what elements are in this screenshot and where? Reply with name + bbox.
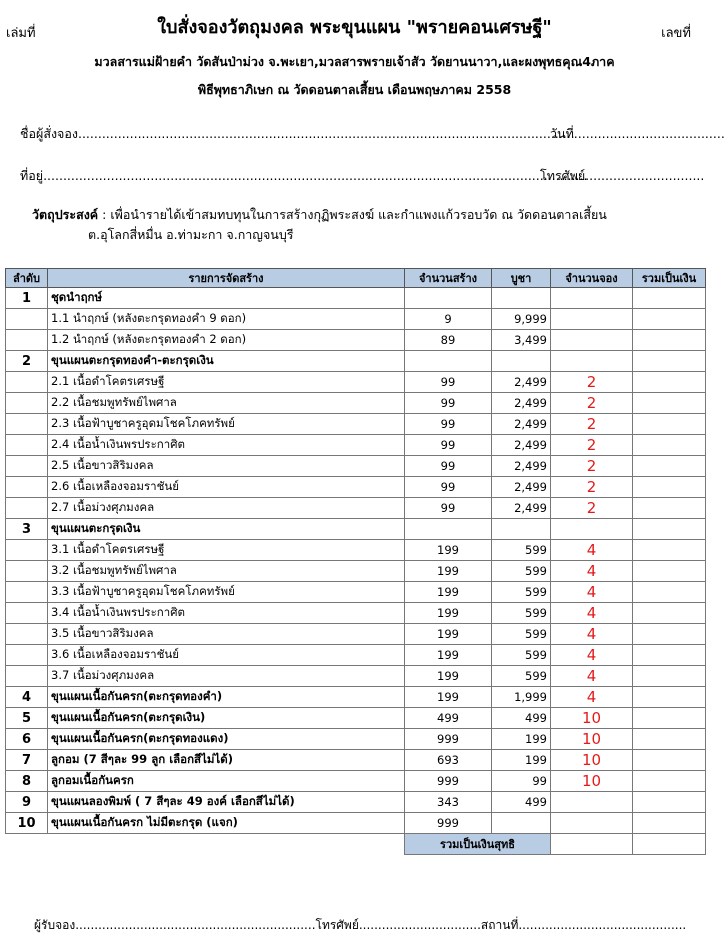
row-item-name: ขุนแผนตะกรุดทองคำ-ตะกรุดเงิน	[48, 351, 405, 372]
row-quantity: 499	[405, 708, 492, 729]
row-price: 599	[492, 561, 551, 582]
row-item-name: 2.6 เนื้อเหลืองจอมราชันย์	[48, 477, 405, 498]
row-reserved-count[interactable]	[551, 330, 633, 351]
table-row	[6, 687, 706, 708]
row-item-name: ชุดนำฤกษ์	[48, 288, 405, 309]
row-total-cell[interactable]	[633, 666, 706, 687]
row-price: 599	[492, 582, 551, 603]
table-row	[6, 288, 706, 309]
table-row	[6, 498, 706, 519]
row-total-cell[interactable]	[633, 582, 706, 603]
row-reserved-count[interactable]: 10	[551, 750, 633, 771]
row-reserved-count[interactable]: 2	[551, 393, 633, 414]
row-total-cell[interactable]	[633, 750, 706, 771]
row-item-name: 3.3 เนื้อฟ้าบูชาครูอุดมโชคโภคทรัพย์	[48, 582, 405, 603]
row-index	[6, 498, 48, 519]
row-reserved-count[interactable]	[551, 351, 633, 372]
row-price: 2,499	[492, 456, 551, 477]
row-index: 5	[6, 708, 48, 729]
row-index	[6, 435, 48, 456]
table-row	[6, 351, 706, 372]
row-quantity: 693	[405, 750, 492, 771]
row-total-cell[interactable]	[633, 561, 706, 582]
row-index: 8	[6, 771, 48, 792]
row-reserved-count[interactable]: 2	[551, 372, 633, 393]
row-quantity: 99	[405, 456, 492, 477]
row-item-name: 2.2 เนื้อชมพูทรัพย์ไพศาล	[48, 393, 405, 414]
row-total-cell[interactable]	[633, 330, 706, 351]
row-total-cell[interactable]	[633, 498, 706, 519]
row-index	[6, 582, 48, 603]
row-index: 10	[6, 813, 48, 834]
row-quantity	[405, 351, 492, 372]
row-index	[6, 309, 48, 330]
purpose-line1: : เพื่อนำรายได้เข้าสมทบทุนในการสร้างกุฏิพระสงฆ์ และกำแพงแก้วรอบวัด ณ วัดดอนตาลเสี้ยน	[98, 207, 607, 222]
row-quantity: 199	[405, 624, 492, 645]
row-item-name: ขุนแผนลองพิมพ์ ( 7 สีๆละ 49 องค์ เลือกสีไม่ได้)	[48, 792, 405, 813]
form-number-label: เลขที่	[661, 26, 691, 41]
row-item-name: ลูกอม (7 สีๆละ 99 ลูก เลือกสีไม่ได้)	[48, 750, 405, 771]
row-item-name: 2.4 เนื้อน้ำเงินพรประกาศิต	[48, 435, 405, 456]
row-quantity: 99	[405, 498, 492, 519]
row-reserved-count[interactable]: 4	[551, 645, 633, 666]
row-reserved-count[interactable]: 10	[551, 771, 633, 792]
row-quantity: 199	[405, 561, 492, 582]
row-item-name: ขุนแผนเนื้อกันครก(ตะกรุดเงิน)	[48, 708, 405, 729]
row-total-cell[interactable]	[633, 708, 706, 729]
row-quantity: 9	[405, 309, 492, 330]
table-row	[6, 393, 706, 414]
col-index-header: ลำดับ	[6, 269, 48, 288]
table-row	[6, 435, 706, 456]
row-quantity: 199	[405, 582, 492, 603]
row-price: 599	[492, 645, 551, 666]
table-row	[6, 519, 706, 540]
row-reserved-count[interactable]	[551, 288, 633, 309]
row-index	[6, 624, 48, 645]
row-item-name: 2.7 เนื้อม่วงศุภมงคล	[48, 498, 405, 519]
row-reserved-count[interactable]: 4	[551, 603, 633, 624]
row-quantity: 99	[405, 393, 492, 414]
row-total-cell[interactable]	[633, 519, 706, 540]
grand-total-value-cell[interactable]	[633, 834, 706, 855]
table-row	[6, 813, 706, 834]
row-index	[6, 666, 48, 687]
col-reserve-header: จำนวนจอง	[551, 269, 633, 288]
row-price: 3,499	[492, 330, 551, 351]
row-price: 499	[492, 792, 551, 813]
row-price: 599	[492, 666, 551, 687]
row-reserved-count[interactable]: 2	[551, 456, 633, 477]
row-price: 1,999	[492, 687, 551, 708]
row-total-cell[interactable]	[633, 477, 706, 498]
row-reserved-count[interactable]: 2	[551, 414, 633, 435]
row-index: 9	[6, 792, 48, 813]
row-item-name: 3.5 เนื้อขาวสิริมงคล	[48, 624, 405, 645]
row-total-cell[interactable]	[633, 351, 706, 372]
row-reserved-count[interactable]: 10	[551, 708, 633, 729]
row-reserved-count[interactable]: 4	[551, 666, 633, 687]
row-price: 2,499	[492, 393, 551, 414]
table-row	[6, 330, 706, 351]
row-reserved-count[interactable]: 2	[551, 477, 633, 498]
row-quantity	[405, 288, 492, 309]
col-price-header: บูชา	[492, 269, 551, 288]
table-row	[6, 561, 706, 582]
row-price: 599	[492, 603, 551, 624]
row-total-cell[interactable]	[633, 372, 706, 393]
row-quantity: 199	[405, 687, 492, 708]
table-row	[6, 750, 706, 771]
row-quantity: 199	[405, 666, 492, 687]
date-field[interactable]: วันที่......................................	[550, 126, 725, 141]
row-price: 199	[492, 729, 551, 750]
row-price: 2,499	[492, 477, 551, 498]
book-number-label: เล่มที่	[6, 26, 36, 41]
row-price: 499	[492, 708, 551, 729]
row-item-name: 3.4 เนื้อน้ำเงินพรประกาศิต	[48, 603, 405, 624]
row-reserved-count[interactable]: 4	[551, 582, 633, 603]
table-row	[6, 708, 706, 729]
row-reserved-count[interactable]	[551, 519, 633, 540]
col-item-header: รายการจัดสร้าง	[48, 269, 405, 288]
row-index: 3	[6, 519, 48, 540]
table-row	[6, 771, 706, 792]
row-price	[492, 519, 551, 540]
purpose-label: วัตถุประสงค์	[32, 207, 99, 222]
table-row	[6, 477, 706, 498]
row-price	[492, 351, 551, 372]
row-item-name: 3.7 เนื้อม่วงศุภมงคล	[48, 666, 405, 687]
row-index	[6, 561, 48, 582]
row-item-name: 2.3 เนื้อฟ้าบูชาครูอุดมโชคโภคทรัพย์	[48, 414, 405, 435]
row-total-cell[interactable]	[633, 603, 706, 624]
row-item-name: 2.1 เนื้อดำโคตรเศรษฐี	[48, 372, 405, 393]
subtitle-ceremony: พิธีพุทธาภิเษก ณ วัดดอนตาลเสี้ยน เดือนพฤษภาคม 2558	[197, 82, 512, 97]
row-total-cell[interactable]	[633, 687, 706, 708]
row-reserved-count[interactable]: 4	[551, 687, 633, 708]
row-total-cell[interactable]	[633, 792, 706, 813]
table-row	[6, 456, 706, 477]
row-quantity: 99	[405, 372, 492, 393]
row-total-cell[interactable]	[633, 771, 706, 792]
row-index	[6, 540, 48, 561]
row-reserved-count[interactable]: 4	[551, 540, 633, 561]
row-index	[6, 372, 48, 393]
row-quantity: 343	[405, 792, 492, 813]
grand-total-label: รวมเป็นเงินสุทธิ	[405, 834, 551, 855]
row-index	[6, 603, 48, 624]
row-total-cell[interactable]	[633, 540, 706, 561]
row-price: 2,499	[492, 414, 551, 435]
row-quantity	[405, 519, 492, 540]
row-item-name: ลูกอมเนื้อกันครก	[48, 771, 405, 792]
row-total-cell[interactable]	[633, 414, 706, 435]
row-quantity: 999	[405, 771, 492, 792]
row-price: 99	[492, 771, 551, 792]
row-index	[6, 477, 48, 498]
table-row	[6, 792, 706, 813]
row-total-cell[interactable]	[633, 624, 706, 645]
row-index: 1	[6, 288, 48, 309]
row-price: 599	[492, 540, 551, 561]
total-row-spacer	[48, 834, 405, 855]
table-row	[6, 540, 706, 561]
row-item-name: 2.5 เนื้อขาวสิริมงคล	[48, 456, 405, 477]
row-total-cell[interactable]	[633, 729, 706, 750]
row-reserved-count[interactable]: 4	[551, 624, 633, 645]
row-item-name: 3.2 เนื้อชมพูทรัพย์ไพศาล	[48, 561, 405, 582]
row-index: 6	[6, 729, 48, 750]
row-index	[6, 330, 48, 351]
purpose-section	[32, 205, 692, 245]
row-price: 2,499	[492, 435, 551, 456]
row-index	[6, 645, 48, 666]
table-row	[6, 624, 706, 645]
row-reserved-count[interactable]	[551, 309, 633, 330]
row-quantity: 999	[405, 729, 492, 750]
row-total-cell[interactable]	[633, 456, 706, 477]
orderer-name-field[interactable]: ชื่อผู้สั่งจอง.............................................................................................................................	[20, 126, 575, 141]
row-quantity: 89	[405, 330, 492, 351]
row-price: 2,499	[492, 372, 551, 393]
grand-total-reserve-cell[interactable]	[551, 834, 633, 855]
row-quantity: 999	[405, 813, 492, 834]
row-quantity: 99	[405, 414, 492, 435]
row-price: 199	[492, 750, 551, 771]
row-price	[492, 288, 551, 309]
row-item-name: 1.2 นำฤกษ์ (หลังตะกรุดทองคำ 2 ดอก)	[48, 330, 405, 351]
row-item-name: ขุนแผนตะกรุดเงิน	[48, 519, 405, 540]
row-item-name: ขุนแผนเนื้อกันครก ไม่มีตะกรุด (แจก)	[48, 813, 405, 834]
table-row	[6, 414, 706, 435]
row-price	[492, 813, 551, 834]
row-quantity: 199	[405, 645, 492, 666]
row-reserved-count[interactable]: 2	[551, 498, 633, 519]
table-row	[6, 645, 706, 666]
row-total-cell[interactable]	[633, 288, 706, 309]
table-row	[6, 666, 706, 687]
table-row	[6, 309, 706, 330]
row-total-cell[interactable]	[633, 435, 706, 456]
row-index: 2	[6, 351, 48, 372]
row-reserved-count[interactable]: 2	[551, 435, 633, 456]
row-price: 9,999	[492, 309, 551, 330]
row-total-cell[interactable]	[633, 813, 706, 834]
receiver-footer[interactable]: ผู้รับจอง...............................................................โทรศัพย์................................สถานที่............................................	[34, 918, 687, 932]
page-title: ใบสั่งจองวัตถุมงคล พระขุนแผน "พรายคอนเศรษฐี"	[157, 17, 552, 38]
subtitle-materials: มวลสารแม่ฝ้ายคำ วัดสันป่าม่วง จ.พะเยา,มวลสารพรายเจ้าสัว วัดยานนาวา,และผงพุทธคุณ4ภาค	[94, 54, 615, 69]
row-index: 7	[6, 750, 48, 771]
row-reserved-count[interactable]: 10	[551, 729, 633, 750]
row-quantity: 99	[405, 435, 492, 456]
row-index	[6, 414, 48, 435]
row-item-name: ขุนแผนเนื้อกันครก(ตะกรุดทองแดง)	[48, 729, 405, 750]
order-table	[5, 268, 706, 855]
col-quantity-header: จำนวนสร้าง	[405, 269, 492, 288]
row-item-name: ขุนแผนเนื้อกันครก(ตะกรุดทองคำ)	[48, 687, 405, 708]
total-row-spacer	[6, 834, 48, 855]
row-item-name: 3.6 เนื้อเหลืองจอมราชันย์	[48, 645, 405, 666]
table-row	[6, 729, 706, 750]
row-index	[6, 393, 48, 414]
row-quantity: 199	[405, 540, 492, 561]
row-quantity: 199	[405, 603, 492, 624]
row-total-cell[interactable]	[633, 309, 706, 330]
col-total-header: รวมเป็นเงิน	[633, 269, 706, 288]
row-total-cell[interactable]	[633, 393, 706, 414]
row-item-name: 3.1 เนื้อดำโคตรเศรษฐี	[48, 540, 405, 561]
table-row	[6, 372, 706, 393]
row-reserved-count[interactable]: 4	[551, 561, 633, 582]
row-index: 4	[6, 687, 48, 708]
row-price: 2,499	[492, 498, 551, 519]
phone-field[interactable]: โทรศัพย์..............................	[540, 168, 705, 183]
purpose-line2: ต.อุโลกสี่หมื่น อ.ท่ามะกา จ.กาญจนบุรี	[88, 227, 294, 242]
address-field[interactable]: ที่อยู่.........................................................................................................................................	[20, 168, 588, 183]
total-row	[6, 834, 706, 855]
row-reserved-count[interactable]	[551, 792, 633, 813]
row-item-name: 1.1 นำฤกษ์ (หลังตะกรุดทองคำ 9 ดอก)	[48, 309, 405, 330]
table-row	[6, 582, 706, 603]
row-index	[6, 456, 48, 477]
row-quantity: 99	[405, 477, 492, 498]
table-row	[6, 603, 706, 624]
row-total-cell[interactable]	[633, 645, 706, 666]
row-price: 599	[492, 624, 551, 645]
row-reserved-count[interactable]	[551, 813, 633, 834]
